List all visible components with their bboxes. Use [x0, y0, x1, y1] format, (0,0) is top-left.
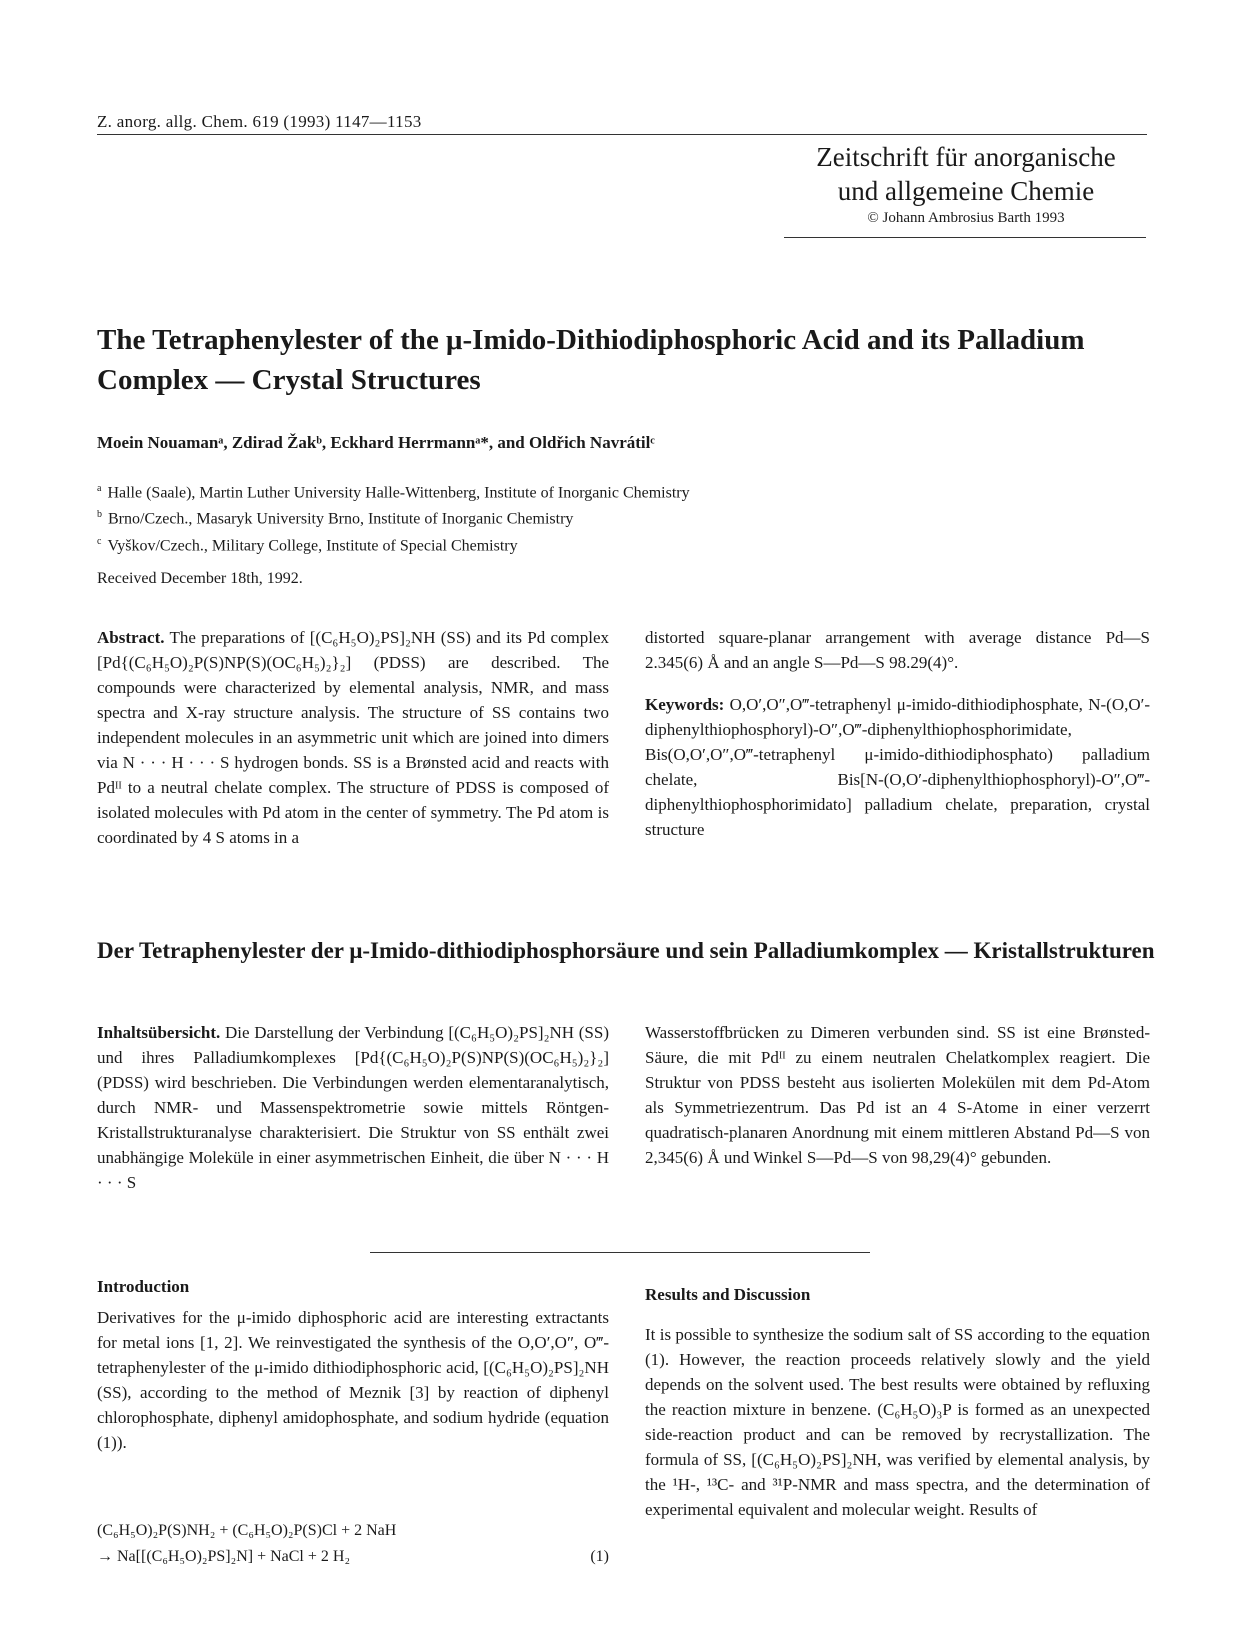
journal-citation: Z. anorg. allg. Chem. 619 (1993) 1147—1153 [97, 112, 422, 131]
keywords-text: O,O′,O″,O‴-tetraphenyl μ-imido-dithiodiphosphate, N-(O,O′-diphenylthiophosphoryl)-O″,O‴-diphenylthiophosphorimidate, Bis(O,O′,O″,O‴-tetraphenyl μ-imido-dithiodiphosphato) palladium chelate, Bis[N-(O,O′-diphenylthiophosphoryl)-O″,O‴-diphenylthiophosphorimidato] palladium chelate, preparation, crystal structure [645, 695, 1150, 839]
authors: Moein Nouamanᵃ, Zdirad Žakᵇ, Eckhard Herrmannᵃ*, and Oldřich Navrátilᶜ [97, 433, 655, 452]
keywords [645, 692, 1150, 842]
equation-1 [97, 1518, 609, 1570]
journal-name-line2: und allgemeine Chemie [837, 176, 1095, 206]
abstract-right: distorted square-planar arrangement with average distance Pd—S 2.345(6) Å and an angle S—Pd—S 98.29(4)°. [645, 628, 1150, 672]
german-title: Der Tetraphenylester der μ-Imido-dithiodiphosphorsäure und sein Palladiumkomplex — Kristallstrukturen [97, 938, 1155, 963]
journal-name-line1: Zeitschrift für anorganische [816, 142, 1116, 172]
affiliation-b: $^b$ Brno/Czech., Masaryk University Brno, Institute of Inorganic Chemistry [97, 509, 574, 528]
equation-number: (1) [590, 1548, 609, 1565]
article-title: The Tetraphenylester of the μ-Imido-Dithiodiphosphoric Acid and its Palladium Complex — Crystal Structures [97, 324, 1085, 396]
german-abstract-label: Inhaltsübersicht. [97, 1023, 221, 1042]
affiliation-c: $^c$ Vyškov/Czech., Military College, Institute of Special Chemistry [97, 535, 518, 554]
abstract-label: Abstract. [97, 628, 165, 647]
german-abstract-text: Die Darstellung der Verbindung [(C₆H₅O)₂PS]₂NH (SS) und ihres Palladiumkomplexes [Pd{(C₆H₅O)₂P(S)NP(S)(OC₆H₅)₂}₂] (PDSS) wird beschrieben. Die Verbindungen werden elementaranalytisch, durch NMR- und Massenspektrometrie sowie mittels Röntgen-Kristallstrukturanalyse charakterisiert. Die Struktur von SS enthält zwei unabhängige Moleküle in einer asymmetrischen Einheit, die über N · · · H · · · S [97, 1023, 609, 1192]
section-separator [370, 1252, 870, 1253]
journal-masthead [786, 140, 1146, 227]
abstract-text: The preparations of [(C₆H₅O)₂PS]₂NH (SS) and its Pd complex [Pd{(C₆H₅O)₂P(S)NP(S)(OC₆H₅)₂}₂] (PDSS) are described. The compounds were characterized by elemental analysis, NMR, and mass spectra and X-ray structure analysis. The structure of SS contains two independent molecules in an asymmetric unit which are joined into dimers via N · · · H · · · S hydrogen bonds. SS is a Brønsted acid and reacts with Pdᴵᴵ to a neutral chelate complex. The structure of PDSS is composed of isolated molecules with Pd atom in the center of symmetry. The Pd atom is coordinated by 4 S atoms in a [97, 628, 609, 847]
german-abstract-left [97, 1020, 609, 1195]
affiliation-a: $^a$ Halle (Saale), Martin Luther University Halle-Wittenberg, Institute of Inorganic Chemistry [97, 483, 690, 502]
publisher: © Johann Ambrosius Barth 1993 [867, 210, 1065, 226]
german-abstract-right: Wasserstoffbrücken zu Dimeren verbunden sind. SS ist eine Brønsted-Säure, die mit Pdᴵᴵ zu einem neutralen Chelatkomplex reagiert. Die Struktur von PDSS besteht aus isolierten Molekülen mit dem Pd-Atom als Symmetriezentrum. Das Pd ist an 4 S-Atome in einer verzerrt quadratisch-planaren Anordnung mit einem mittleren Abstand Pd—S von 2,345(6) Å und Winkel S—Pd—S von 98,29(4)° gebunden. [645, 1023, 1150, 1167]
results-text: It is possible to synthesize the sodium salt of SS according to the equation (1). However, the reaction proceeds relatively slowly and the yield depends on the solvent used. The best results were obtained by refluxing the reaction mixture in benzene. (C₆H₅O)₃P is formed as an unexpected side-reaction product and can be removed by recrystallization. The formula of SS, [(C₆H₅O)₂PS]₂NH, was verified by elemental analysis, by the ¹H-, ¹³C- and ³¹P-NMR and mass spectra, and the determination of experimental equivalent and molecular weight. Results of [645, 1325, 1150, 1519]
header-rule [97, 134, 1147, 135]
masthead-rule [784, 237, 1146, 238]
equation-line1: (C₆H₅O)₂P(S)NH₂ + (C₆H₅O)₂P(S)Cl + 2 NaH [97, 1522, 397, 1539]
abstract-left [97, 625, 609, 850]
introduction-heading: Introduction [97, 1277, 190, 1296]
equation-line2: → Na[[(C₆H₅O)₂PS]₂N] + NaCl + 2 H₂ [97, 1548, 351, 1565]
received-date: Received December 18th, 1992. [97, 570, 303, 587]
affiliations [97, 478, 690, 557]
introduction-text: Derivatives for the μ-imido diphosphoric acid are interesting extractants for metal ions [1, 2]. We reinvestigated the synthesis of the O,O′,O″, O‴-tetraphenylester of the μ-imido dithiodiphosphoric acid, [(C₆H₅O)₂PS]₂NH (SS), according to the method of Meznik [3] by reaction of diphenyl chlorophosphate, diphenyl amidophosphate, and sodium hydride (equation (1)). [97, 1308, 609, 1452]
keywords-label: Keywords: [645, 695, 725, 714]
results-heading: Results and Discussion [645, 1285, 811, 1304]
